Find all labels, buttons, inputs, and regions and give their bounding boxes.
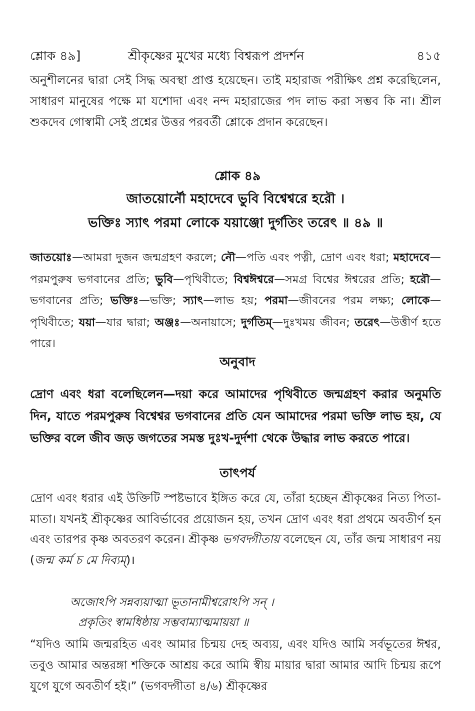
bhagavad-gita-ref: ভগবদ্গীতায় <box>222 532 280 546</box>
synonym-word: পরমা <box>264 294 288 307</box>
synonym-word: লোকে <box>401 294 430 307</box>
synonym-word: দুর্গতিম্ <box>241 315 273 329</box>
quote-reference: জন্ম কর্ম চ মে দিব্যম্ <box>34 552 127 567</box>
synonym-word: নৌ <box>220 251 236 264</box>
header-verse-ref: শ্লোক ৪৯] <box>30 48 81 63</box>
translation-title-text: অনুবাদ <box>219 354 256 369</box>
synonym-meaning: পরমপুরুষ ভগবানের প্রতি; <box>30 272 150 286</box>
sloka-line-2: প্রকৃতিং স্বামধিষ্ঠায় সম্ভবাম্যাত্মমায়য়া ॥ <box>78 615 249 629</box>
synonym-meaning: সমগ্র বিশ্বের ঈশ্বরের প্রতি; <box>285 272 405 286</box>
synonym-meaning: লাভ হয়; <box>214 294 258 307</box>
synonym-word: হরৌ <box>410 272 430 286</box>
synonym-meaning: ভক্তি; <box>149 294 177 307</box>
page-header <box>30 48 441 66</box>
synonym-meaning: জীবনের পরম লক্ষ্য; <box>298 294 395 307</box>
synonym-meaning: অনায়াসে; <box>191 315 237 329</box>
verse-line-2: ভক্তিঃ স্যাৎ পরমা লোকে যয়াঞ্জো দুর্গতিং তরেৎ ॥ ৪৯ ॥ <box>87 216 384 231</box>
synonym-word: অঞ্জঃ <box>154 315 180 329</box>
synonym-meaning: পৃথিবীতে; <box>184 272 229 286</box>
purport-paragraph <box>30 488 441 570</box>
synonym-word: ভুবি <box>155 272 173 286</box>
synonym-meaning: পৃথিবীতে; <box>30 315 75 329</box>
purport-title: তাৎপর্য <box>219 465 256 480</box>
synonym-meaning: উত্তীর্ণ হতে পারে। <box>30 315 442 350</box>
page-number: ৪১৫ <box>416 48 441 63</box>
synonym-meaning: আমরা দুজন জন্মগ্রহণ করলে; <box>83 251 217 264</box>
synonym-word: জাতয়োঃ <box>30 251 72 264</box>
synonym-word: মহাদেবে <box>393 251 430 264</box>
sloka-translation: “যদিও আমি জন্মরহিত এবং আমার চিন্ময় দেহ অব্যয়, এবং যদিও আমি সর্বভূতের ঈশ্বর, তবুও আমার অন্তরঙ্গা শক্তিকে আশ্রয় করে আমি স্বীয় মায়ার দ্বারা আমার আদি চিন্ময় রূপে যুগে যুগে অবতীর্ণ হই।” (ভগবদ্গীতা ৪/৬) শ্রীকৃষ্ণের <box>30 637 441 693</box>
verse-line-1: জাতয়োর্নৌ মহাদেবে ভুবি বিশ্বেশ্বরে হরৌ । <box>126 192 345 207</box>
synonym-word: তরেৎ <box>354 315 380 329</box>
synonym-meaning: ভগবানের প্রতি; <box>30 294 104 307</box>
synonyms-paragraph: জাতয়োঃ—আমরা দুজন জন্মগ্রহণ করলে; নৌ—পতি এবং পত্নী, দ্রোণ এবং ধরা; মহাদেবে—পরমপুরুষ ভগবানের প্রতি; ভুবি—পৃথিবীতে; বিশ্বঈশ্বরে—সমগ্র বিশ্বের ঈশ্বরের প্রতি; হরৌ—ভগবানের প্রতি; ভক্তিঃ—ভক্তি; স্যাৎ—লাভ হয়; পরমা—জীবনের পরম লক্ষ্য; লোকে—পৃথিবীতে; যয়া—যার দ্বারা; অঞ্জঃ—অনায়াসে; দুর্গতিম্—দুঃখময় জীবন; তরেৎ—উত্তীর্ণ হতে পারে। <box>30 251 442 350</box>
synonym-meaning: যার দ্বারা; <box>106 315 150 329</box>
gita-sloka <box>70 592 445 632</box>
translation-paragraph: দ্রোণ এবং ধরা বলেছিলেন—দয়া করে আমাদের পৃথিবীতে জন্মগ্রহণ করার অনুমতি দিন, যাতে পরমপুরুষ বিশ্বেশ্বর ভগবানের প্রতি যেন আমাদের পরমা ভক্তি লাভ হয়, যে ভক্তির বলে জীব জড় জগতের সমস্ত দুঃখ-দুর্দশা থেকে উদ্ধার লাভ করতে পারে। <box>30 387 441 445</box>
synonym-word: বিশ্বঈশ্বরে <box>233 272 274 286</box>
sloka-line-1: অজোঽপি সন্নব্যয়াত্মা ভূতানামীশ্বরোঽপি সন্ । <box>70 595 274 609</box>
synonym-word: ভক্তিঃ <box>110 294 139 307</box>
synonym-word: স্যাৎ <box>183 294 204 307</box>
purport-text-1: দ্রোণ এবং ধরার এই উক্তিটি স্পষ্টভাবে ইঙ্গিত করে যে, তাঁরা হচ্ছেন শ্রীকৃষ্ণের নিত্য পিতা-মাতা। যখনই শ্রীকৃষ্ণের আবির্ভাবের প্রয়োজন হয়, তখন দ্রোণ এবং ধরা প্রথমে অবতীর্ণ হন এবং তারপর কৃষ্ণ অবতরণ করেন। শ্রীকৃষ্ণ <box>30 491 441 546</box>
synonym-meaning: দুঃখময় জীবন; <box>283 315 350 329</box>
purport-text-3: )। <box>126 552 135 567</box>
verse-title: শ্লোক ৪৯ <box>214 168 261 183</box>
header-chapter-title: শ্রীকৃষ্ণের মুখের মধ্যে বিশ্বরূপ প্রদর্শন <box>128 48 305 63</box>
synonym-word: যয়া <box>78 315 96 329</box>
intro-paragraph: অনুশীলনের দ্বারা সেই সিদ্ধ অবস্থা প্রাপ্ত হয়েছেন। তাই মহারাজ পরীক্ষিৎ প্রশ্ন করেছিলেন, সাধারণ মানুষের পক্ষে মা যশোদা এবং নন্দ মহারাজের পদ লাভ করা সম্ভব কি না। শ্রীল শুকদেব গোস্বামী সেই প্রশ্নের উত্তর পরবর্তী শ্লোকে প্রদান করেছেন। <box>30 73 441 129</box>
verse-text <box>20 188 451 236</box>
purport-text-2: বলেছেন যে, তাঁর জন্ম সাধারণ নয় ( <box>30 532 442 567</box>
synonym-meaning: পতি এবং পত্নী, দ্রোণ এবং ধরা; <box>246 251 390 264</box>
translation-title <box>0 354 475 374</box>
